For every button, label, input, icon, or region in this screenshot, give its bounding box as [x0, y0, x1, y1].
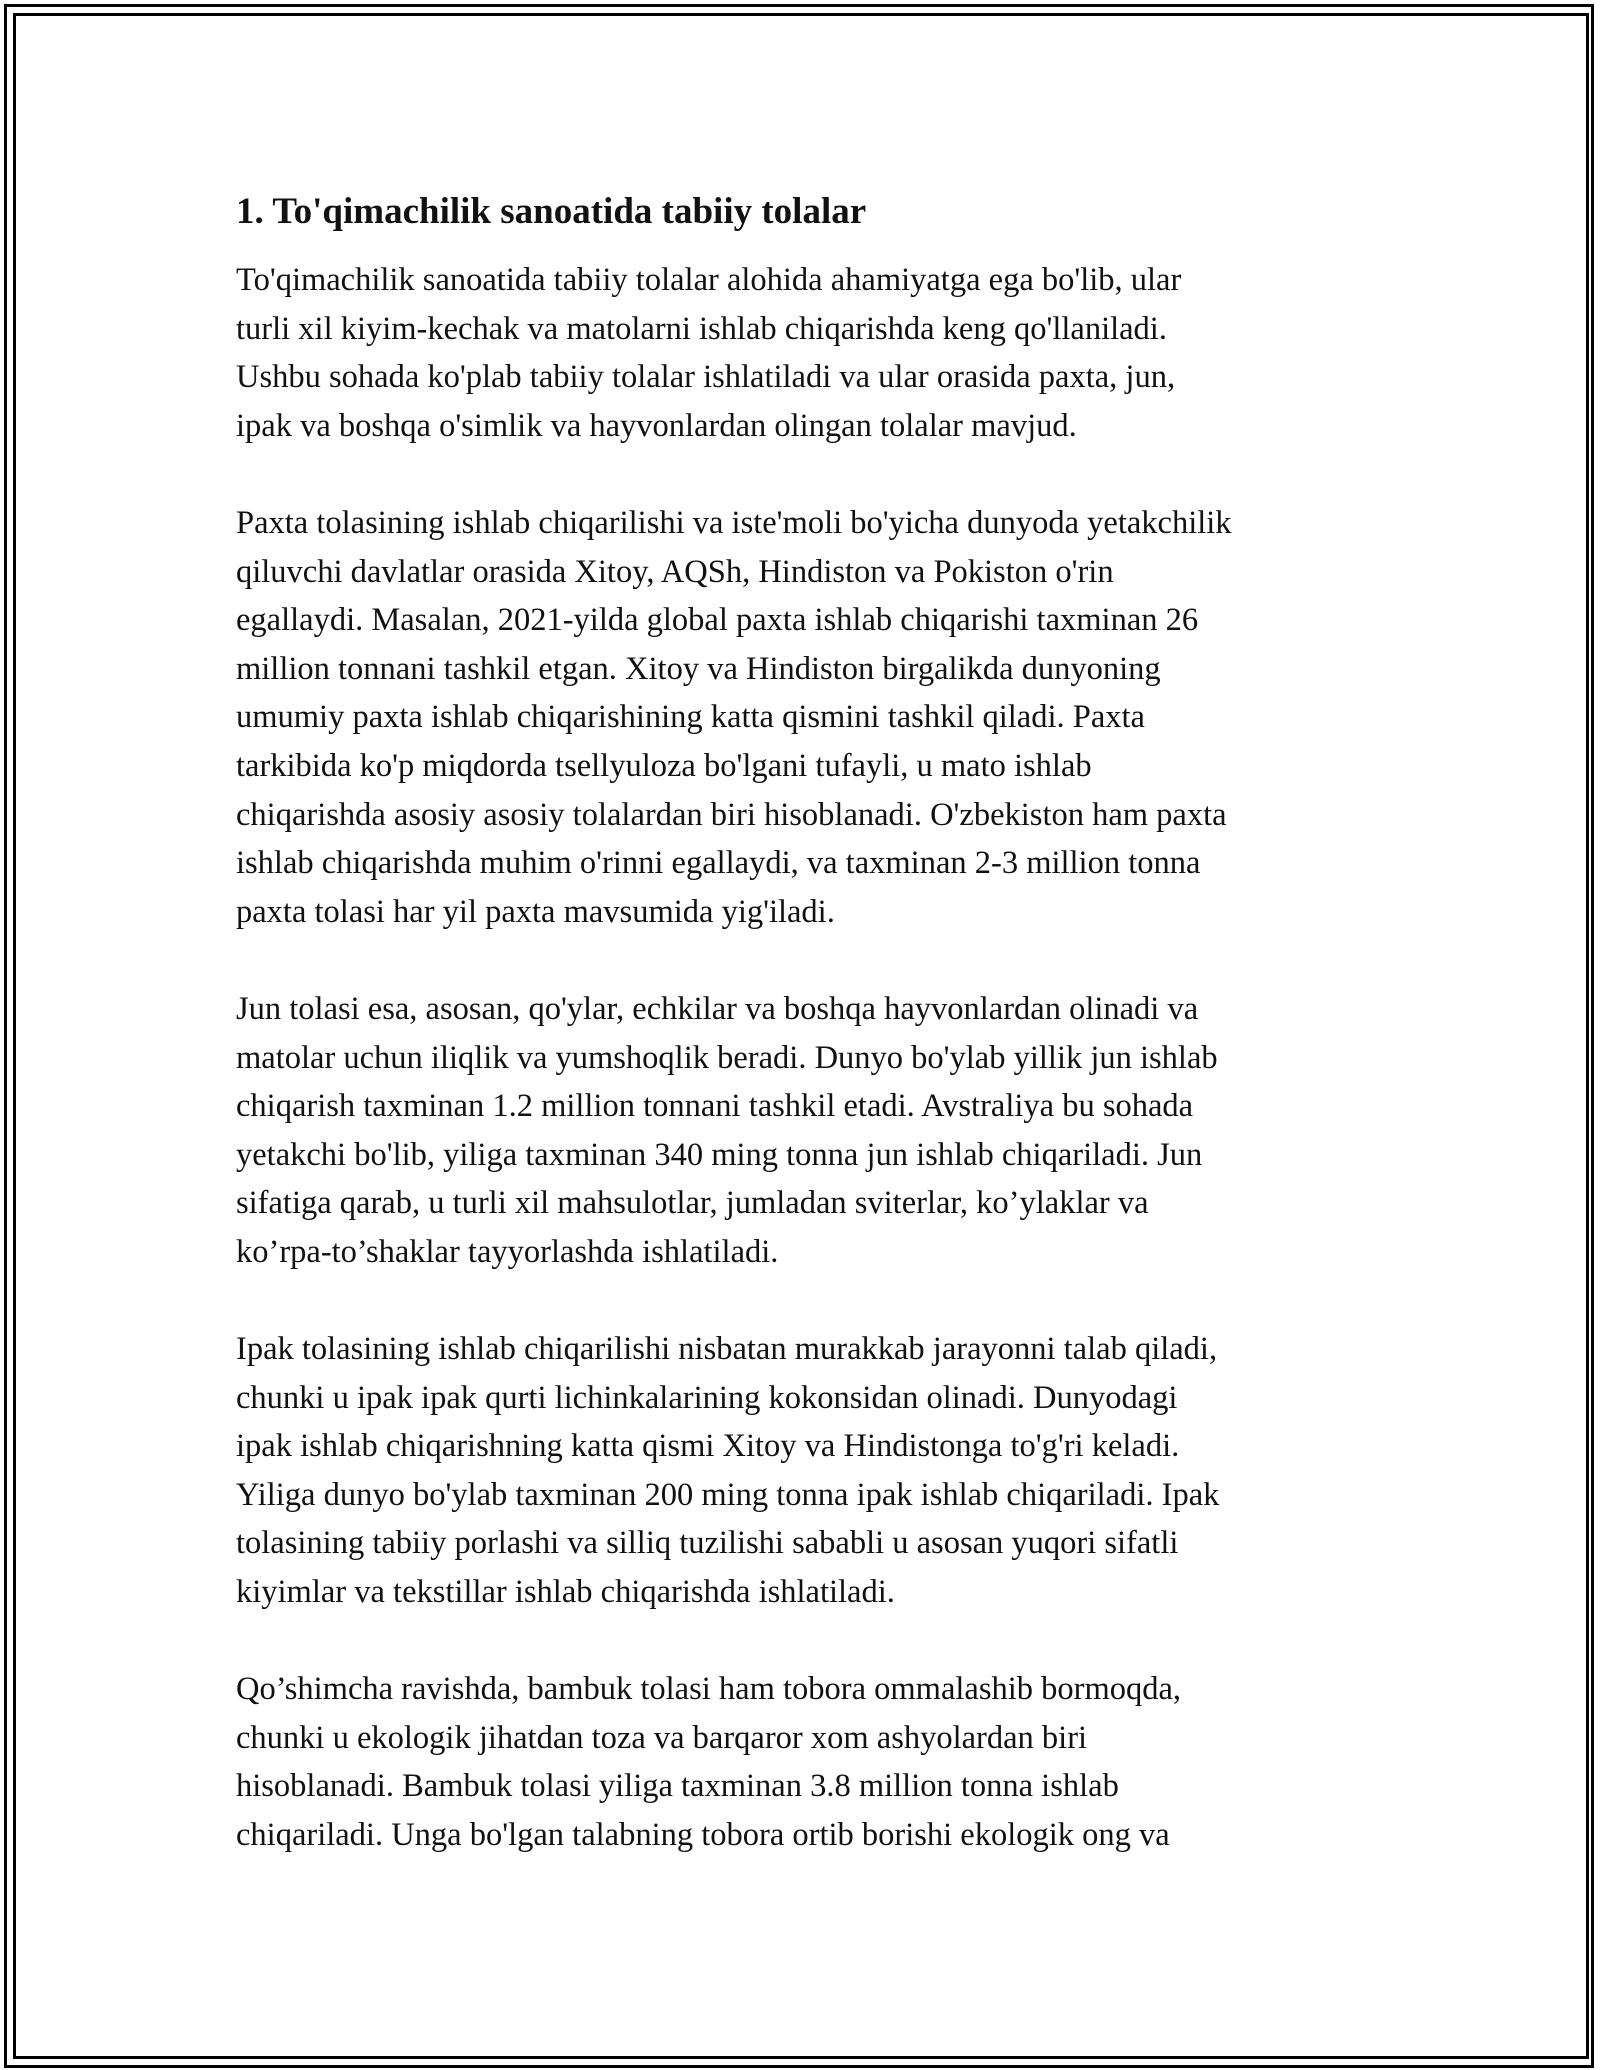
text-line: paxta tolasi har yil paxta mavsumida yig'iladi. [236, 893, 835, 930]
text-line: chiqarish taxminan 1.2 million tonnani tashkil etadi. Avstraliya bu sohada [236, 1088, 1194, 1125]
text-line: Qo’shimcha ravishda, bambuk tolasi ham tobora ommalashib bormoqda, [236, 1671, 1182, 1708]
text-line: tarkibida ko'p miqdorda tsellyuloza bo'lgani tufayli, u mato ishlab [236, 747, 1092, 784]
text-line: Ushbu sohada ko'plab tabiiy tolalar ishlatiladi va ular orasida paxta, jun, [236, 359, 1176, 396]
paragraph-bamboo [236, 1665, 1386, 1859]
text-line: egallaydi. Masalan, 2021-yilda global paxta ishlab chiqarishi taxminan 26 [236, 602, 1199, 639]
text-line: ipak va boshqa o'simlik va hayvonlardan olingan tolalar mavjud. [236, 407, 1077, 444]
text-line: Jun tolasi esa, asosan, qo'ylar, echkilar va boshqa hayvonlardan olinadi va [236, 990, 1199, 1027]
text-line: hisoblanadi. Bambuk tolasi yiliga taxminan 3.8 million tonna ishlab [236, 1768, 1119, 1805]
text-line: umumiy paxta ishlab chiqarishining katta qismini tashkil qiladi. Paxta [236, 699, 1145, 736]
section-title: 1. To'qimachilik sanoatida tabiiy tolalar [236, 191, 867, 232]
text-line: To'qimachilik sanoatida tabiiy tolalar alohida ahamiyatga ega bo'lib, ular [236, 262, 1182, 298]
text-line: Paxta tolasining ishlab chiqarilishi va iste'moli bo'yicha dunyoda yetakchilik [236, 504, 1232, 541]
text-line: chiqariladi. Unga bo'lgan talabning tobora ortib borishi ekologik ong va [236, 1817, 1170, 1853]
text-line: turli xil kiyim-kechak va matolarni ishlab chiqarishda keng qo'llaniladi. [236, 310, 1167, 347]
text-line: chunki u ekologik jihatdan toza va barqaror xom ashyolardan biri [236, 1719, 1088, 1756]
text-line: qiluvchi davlatlar orasida Xitoy, AQSh, Hindiston va Pokiston o'rin [236, 553, 1114, 590]
text-line: matolar uchun iliqlik va yumshoqlik beradi. Dunyo bo'ylab yillik jun ishlab [236, 1039, 1218, 1076]
text-line: ko’rpa-to’shaklar tayyorlashda ishlatiladi. [236, 1233, 779, 1270]
text-line: kiyimlar va tekstillar ishlab chiqarishda ishlatiladi. [236, 1574, 895, 1611]
text-line: ipak ishlab chiqarishning katta qismi Xitoy va Hindistonga to'g'ri keladi. [236, 1428, 1180, 1465]
document-body [236, 188, 1386, 1908]
text-line: tolasining tabiiy porlashi va silliq tuzilishi sababli u asosan yuqori sifatli [236, 1525, 1179, 1562]
text-line: sifatiga qarab, u turli xil mahsulotlar, jumladan sviterlar, ko’ylaklar va [236, 1185, 1149, 1222]
text-line: Yiliga dunyo bo'ylab taxminan 200 ming tonna ipak ishlab chiqariladi. Ipak [236, 1476, 1220, 1513]
text-line: chunki u ipak ipak qurti lichinkalarining kokonsidan olinadi. Dunyodagi [236, 1379, 1178, 1416]
text-line: million tonnani tashkil etgan. Xitoy va Hindiston birgalikda dunyoning [236, 650, 1161, 687]
paragraph-cotton [236, 499, 1386, 936]
paragraph-intro [236, 256, 1386, 450]
paragraph-silk [236, 1325, 1386, 1617]
paragraph-wool [236, 985, 1386, 1277]
text-line: yetakchi bo'lib, yiliga taxminan 340 ming tonna jun ishlab chiqariladi. Jun [236, 1136, 1203, 1173]
text-line: ishlab chiqarishda muhim o'rinni egallaydi, va taxminan 2-3 million tonna [236, 845, 1201, 882]
text-line: chiqarishda asosiy asosiy tolalardan biri hisoblanadi. O'zbekiston ham paxta [236, 796, 1227, 833]
text-line: Ipak tolasining ishlab chiqarilishi nisbatan murakkab jarayonni talab qiladi, [236, 1331, 1218, 1368]
